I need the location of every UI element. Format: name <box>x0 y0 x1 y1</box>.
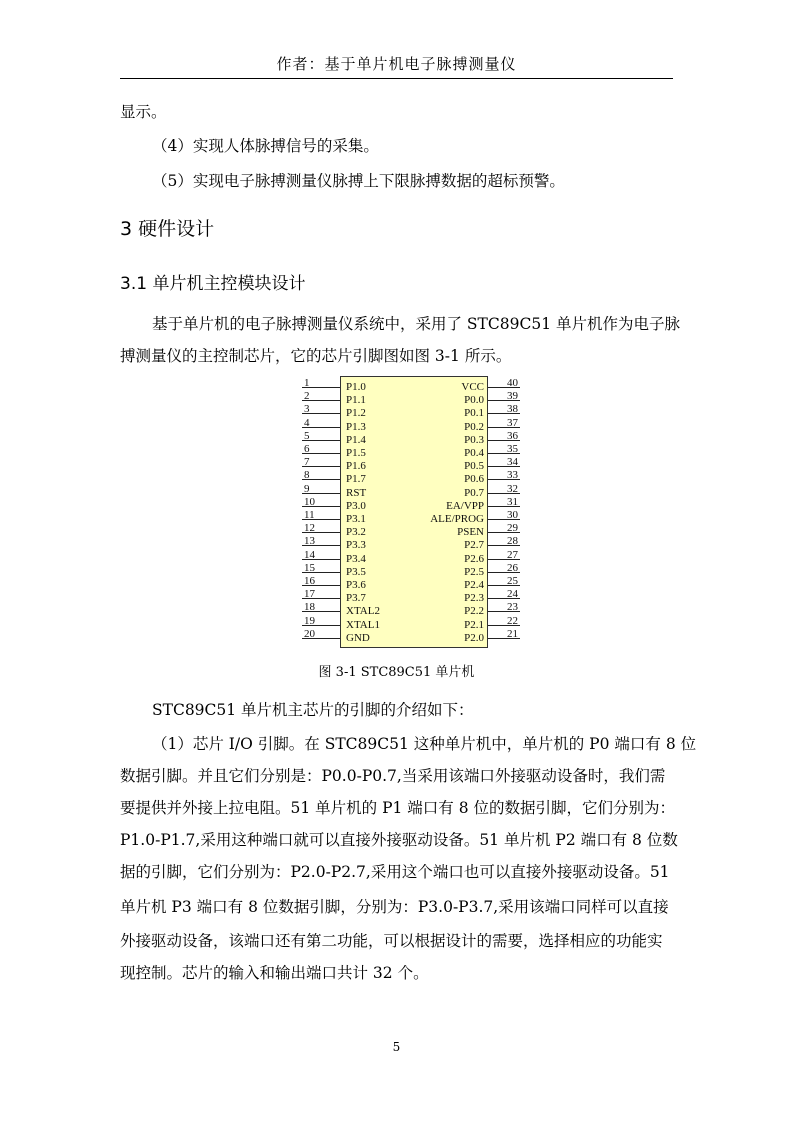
pin-label-left: P1.2 <box>346 407 366 420</box>
pins-intro: STC89C51 单片机主芯片的引脚的介绍如下： <box>152 701 474 719</box>
pin-number-right: 25 <box>507 575 518 587</box>
pin-number-left: 19 <box>304 614 315 627</box>
pin-label-left: GND <box>346 631 370 644</box>
pin-label-right: P2.0 <box>464 631 484 644</box>
pin-number-left: 13 <box>304 535 315 548</box>
pin-label-right: P0.6 <box>464 473 484 486</box>
pin-label-left: P1.6 <box>346 460 366 473</box>
io-para-line-5: 据的引脚，它们分别为：P2.0-P2.7,采用这个端口也可以直接外接驱动设备。51 <box>120 863 670 881</box>
pin-label-right: P2.7 <box>464 539 484 552</box>
pin-number-left: 2 <box>304 390 310 403</box>
pin-number-right: 39 <box>507 390 518 403</box>
figure-caption: 图 3-1 STC89C51 单片机 <box>318 665 475 680</box>
pin-number-right: 36 <box>507 429 518 442</box>
pin-label-left: P3.6 <box>346 579 366 591</box>
pin-label-right: P0.7 <box>464 486 484 499</box>
pin-label-right: P2.2 <box>464 605 484 618</box>
pin-label-left: XTAL1 <box>346 618 380 631</box>
pin-number-left: 7 <box>304 456 310 469</box>
pin-label-left: P1.5 <box>346 447 366 459</box>
pin-label-left: P3.3 <box>346 539 366 552</box>
pin-number-left: 20 <box>304 627 315 640</box>
pin-number-right: 34 <box>507 456 518 469</box>
pin-label-left: P1.0 <box>346 381 366 393</box>
pin-number-right: 32 <box>507 482 518 495</box>
pin-label-right: P0.4 <box>464 447 484 459</box>
pin-number-right: 35 <box>507 443 518 455</box>
pin-label-right: EA/VPP <box>446 499 484 512</box>
pin-number-right: 30 <box>507 509 518 521</box>
pin-label-right: P0.0 <box>464 394 484 407</box>
pin-number-right: 37 <box>507 416 518 429</box>
pin-label-left: P1.1 <box>346 394 366 407</box>
pin-number-right: 29 <box>507 522 518 535</box>
pin-label-left: P3.4 <box>346 552 366 565</box>
pin-label-left: P3.7 <box>346 592 366 605</box>
pin-label-right: PSEN <box>457 526 484 539</box>
pin-number-right: 22 <box>507 614 518 627</box>
pin-label-left: P3.0 <box>346 499 366 512</box>
pin-number-right: 24 <box>507 588 518 601</box>
pin-number-left: 12 <box>304 522 315 535</box>
pin-number-left: 10 <box>304 495 315 508</box>
io-para-line-2: 数据引脚。并且它们分别是：P0.0-P0.7,当采用该端口外接驱动设备时，我们需 <box>120 767 666 785</box>
pin-number-left: 5 <box>304 429 310 442</box>
pin-label-left: P1.4 <box>346 433 366 446</box>
pin-number-right: 27 <box>507 548 518 561</box>
pin-label-left: P3.1 <box>346 513 366 525</box>
io-para-line-1: （1）芯片 I/O 引脚。在 STC89C51 这种单片机中，单片机的 P0 端口有 8 位 <box>152 735 697 753</box>
pin-number-right: 31 <box>507 495 518 508</box>
pin-label-right: P2.5 <box>464 565 484 578</box>
pin-label-left: XTAL2 <box>346 605 380 618</box>
pin-number-left: 8 <box>304 469 310 482</box>
section-heading-3-1: 3.1 单片机主控模块设计 <box>120 274 306 294</box>
io-para-line-3: 要提供并外接上拉电阻。51 单片机的 P1 端口有 8 位的数据引脚，它们分别为： <box>120 799 676 817</box>
pin-number-left: 14 <box>304 548 315 561</box>
pin-number-left: 4 <box>304 416 310 429</box>
list-item-4: （4）实现人体脉搏信号的采集。 <box>152 137 379 155</box>
io-para-line-4: P1.0-P1.7,采用这种端口就可以直接外接驱动设备。51 单片机 P2 端口有 8 位数 <box>120 831 678 849</box>
pin-number-left: 17 <box>304 588 315 601</box>
intro-line-2: 搏测量仪的主控制芯片，它的芯片引脚图如图 3-1 所示。 <box>120 347 512 365</box>
io-para-line-7: 外接驱动设备，该端口还有第二功能，可以根据设计的需要，选择相应的功能实 <box>120 932 663 950</box>
intro-line-1: 基于单片机的电子脉搏测量仪系统中，采用了 STC89C51 单片机作为电子脉 <box>152 315 680 333</box>
pin-label-right: P2.6 <box>464 552 484 565</box>
pin-number-right: 33 <box>507 469 518 482</box>
pin-label-right: P0.1 <box>464 407 484 420</box>
pin-label-right: P0.3 <box>464 433 484 446</box>
pin-number-left: 18 <box>304 601 315 614</box>
io-para-line-6: 单片机 P3 端口有 8 位数据引脚，分别为：P3.0-P3.7,采用该端口同样可以直接 <box>120 898 669 916</box>
pin-number-right: 23 <box>507 601 518 614</box>
pin-number-right: 28 <box>507 535 518 548</box>
paragraph-continuation: 显示。 <box>120 103 167 121</box>
pin-number-right: 21 <box>507 627 518 640</box>
section-heading-3: 3 硬件设计 <box>120 218 215 240</box>
page-number: 5 <box>392 1040 401 1054</box>
pin-label-right: ALE/PROG <box>430 513 484 525</box>
pin-label-left: RST <box>346 486 367 499</box>
pin-label-right: P2.1 <box>464 618 484 631</box>
pin-label-right: P2.3 <box>464 592 484 605</box>
pin-number-left: 9 <box>304 482 310 495</box>
pin-number-right: 26 <box>507 561 518 574</box>
pin-label-left: P1.7 <box>346 473 366 486</box>
pin-number-left: 1 <box>304 377 310 389</box>
pin-label-right: P0.5 <box>464 460 484 473</box>
pin-number-left: 16 <box>304 575 315 587</box>
chip-pinout-figure <box>300 376 526 652</box>
pin-number-left: 15 <box>304 561 315 574</box>
pin-number-right: 38 <box>507 403 518 416</box>
pin-number-left: 3 <box>304 403 310 416</box>
pin-label-left: P3.2 <box>346 526 366 539</box>
pin-label-left: P1.3 <box>346 420 366 433</box>
pin-label-right: P0.2 <box>464 420 484 433</box>
pin-label-left: P3.5 <box>346 565 366 578</box>
io-para-line-8: 现控制。芯片的输入和输出端口共计 32 个。 <box>120 964 429 982</box>
pin-number-left: 11 <box>304 509 315 521</box>
list-item-5: （5）实现电子脉搏测量仪脉搏上下限脉搏数据的超标预警。 <box>152 172 565 190</box>
page-header: 作者：基于单片机电子脉搏测量仪 <box>120 52 673 79</box>
pin-number-right: 40 <box>507 377 518 389</box>
pin-number-left: 6 <box>304 443 310 455</box>
pin-label-right: VCC <box>461 381 484 393</box>
pin-label-right: P2.4 <box>464 579 484 591</box>
